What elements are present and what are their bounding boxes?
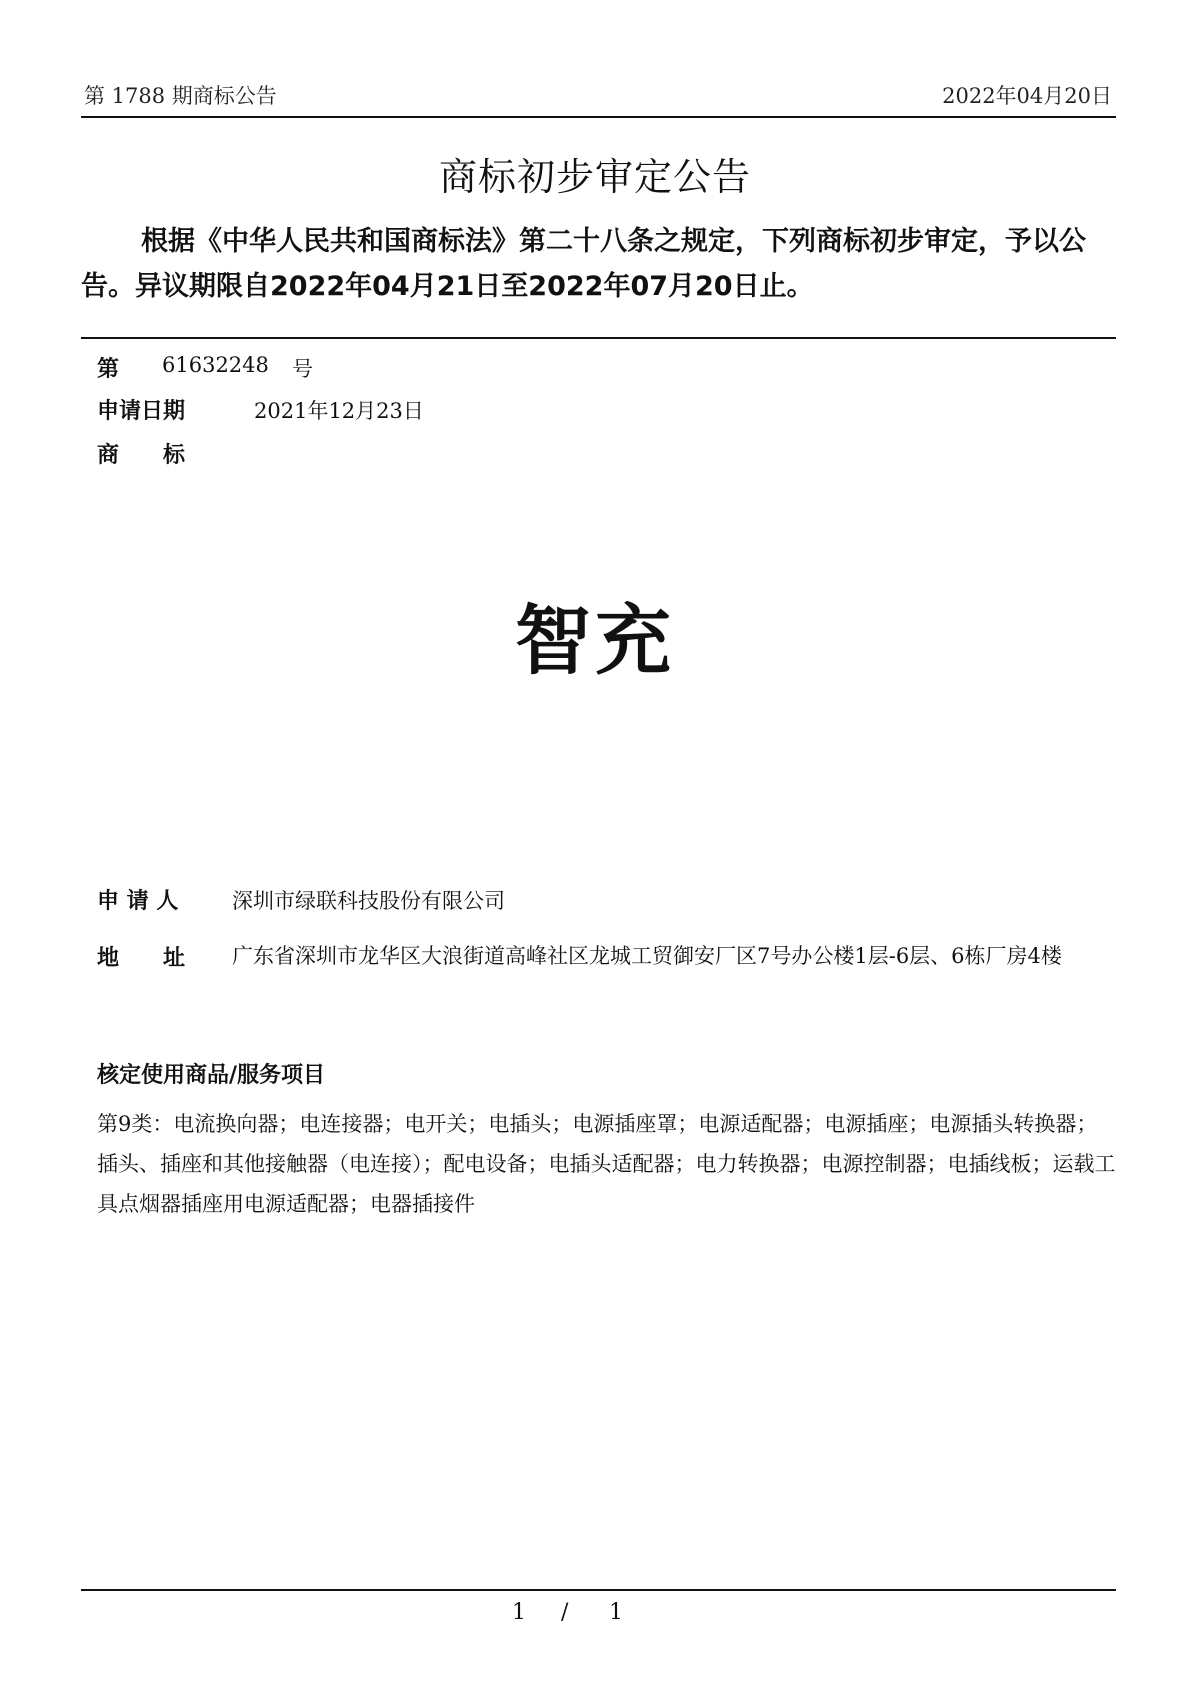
issue-date: 2022年04月20日 — [942, 84, 1112, 108]
page-current: 1 — [512, 1600, 526, 1625]
page-total: 1 — [609, 1600, 623, 1625]
trademark-text: 智充 — [515, 596, 675, 685]
application-date-label: 申请日期 — [97, 399, 186, 424]
number-label-suffix: 号 — [292, 357, 313, 381]
applicant-label: 申 请 人 — [97, 889, 179, 914]
number-label-prefix: 第 — [97, 357, 120, 382]
mark-label: 商 标 — [97, 443, 186, 468]
address-label: 地 址 — [97, 946, 186, 971]
page-separator: / — [561, 1600, 569, 1625]
intro-paragraph: 根据《中华人民共和国商标法》第二十八条之规定，下列商标初步审定，予以公告。异议期限自2022年04月21日至2022年07月20日止。 — [81, 226, 1086, 302]
footer-rule — [81, 1589, 1116, 1591]
goods-title: 核定使用商品/服务项目 — [97, 1063, 326, 1088]
applicant-name: 深圳市绿联科技股份有限公司 — [232, 889, 505, 913]
goods-list: 第9类：电流换向器；电连接器；电开关；电插头；电源插座罩；电源适配器；电源插座；电源插头转换器；插头、插座和其他接触器（电连接）；配电设备；电插头适配器；电力转换器；电源控制器；电插线板；运载工具点烟器插座用电源适配器；电器插接件 — [97, 1112, 1116, 1216]
page-title: 商标初步审定公告 — [438, 155, 751, 199]
application-date: 2021年12月23日 — [254, 399, 424, 423]
issue-label: 第 1788 期商标公告 — [84, 84, 277, 108]
header-rule — [81, 116, 1116, 118]
address-text: 广东省深圳市龙华区大浪街道高峰社区龙城工贸御安厂区7号办公楼1层-6层、6栋厂房4楼 — [232, 944, 1062, 968]
registration-number: 61632248 — [162, 353, 269, 377]
section-rule — [81, 337, 1116, 339]
